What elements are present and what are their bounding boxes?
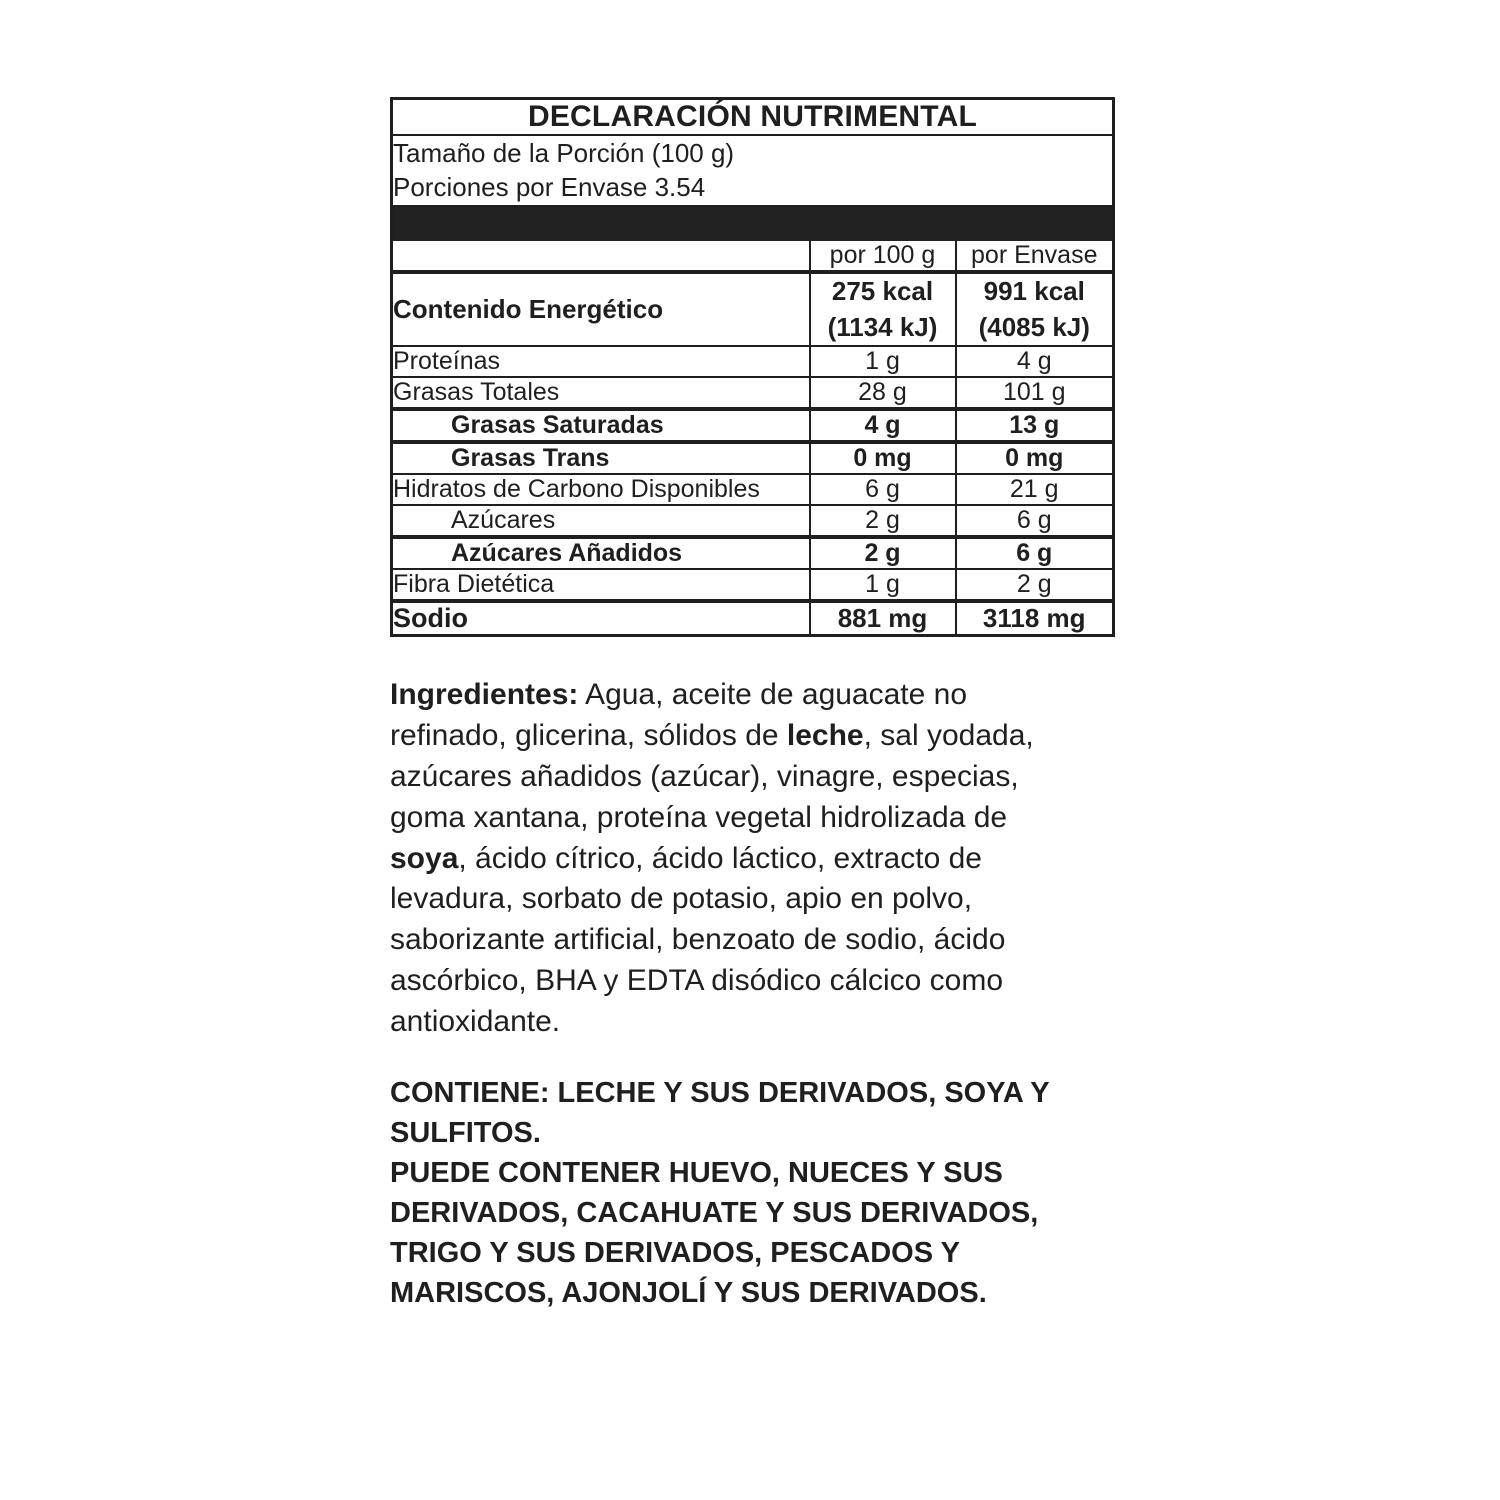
nutrient-label: Proteínas [392,346,810,377]
serving-size: Tamaño de la Porción (100 g) [393,138,735,168]
nutrition-label [390,97,1112,1313]
nutrient-value-per-container: 101 g [956,377,1114,409]
energy-label: Contenido Energético [392,272,810,347]
nutrient-value-per-container: 0 mg [956,442,1114,474]
sodium-value-per-container: 3118 mg [956,601,1114,636]
ingredients-text-part3: , ácido cítrico, ácido láctico, extracto de levadura, sorbato de potasio, apio en polvo, saborizante artificial, benzoato de sodio, ácido ascórbico, BHA y EDTA disódico cálcico como antioxidante. [390,841,1006,1038]
sodium-value-per-100g: 881 mg [810,601,956,636]
column-header-per-100g: por 100 g [810,241,956,272]
nutrient-value-per-container: 6 g [956,537,1114,569]
nutrient-label: Hidratos de Carbono Disponibles [392,474,810,505]
nutrient-label: Grasas Trans [392,442,810,474]
table-row [392,346,1114,377]
table-row [392,474,1114,505]
nutrient-label: Azúcares [392,505,810,537]
nutrient-value-per-100g: 1 g [810,346,956,377]
column-header-per-container: por Envase [956,241,1114,272]
nutrient-value-per-container: 21 g [956,474,1114,505]
nutrient-value-per-container: 13 g [956,409,1114,442]
serving-info [392,135,1114,206]
page-title: DECLARACIÓN NUTRIMENTAL [392,99,1114,136]
nutrient-value-per-100g: 6 g [810,474,956,505]
nutrient-label: Grasas Totales [392,377,810,409]
nutrient-value-per-container: 6 g [956,505,1114,537]
nutrient-label: Fibra Dietética [392,569,810,601]
ingredients-heading: Ingredientes: [390,678,579,712]
ingredients-paragraph [390,675,1090,1042]
nutrient-label: Grasas Saturadas [392,409,810,442]
allergen-contains-statement: CONTIENE: LECHE Y SUS DERIVADOS, SOYA Y SULFITOS. [390,1076,1050,1149]
nutrient-value-per-100g: 0 mg [810,442,956,474]
table-row [392,505,1114,537]
table-row [392,409,1114,442]
allergen-may-contain-statement: PUEDE CONTENER HUEVO, NUECES Y SUS DERIVADOS, CACAHUATE Y SUS DERIVADOS, TRIGO Y SUS DERIVADOS, PESCADOS Y MARISCOS, AJONJOLÍ Y SUS DERIVADOS. [390,1156,1039,1309]
nutrient-value-per-100g: 1 g [810,569,956,601]
table-row-energy [392,272,1114,347]
column-header-blank [392,241,810,272]
ingredients-text-part2: , sal yodada, azúcares añadidos (azúcar), vinagre, especias, goma xantana, proteína vegetal hidrolizada de [390,719,1034,834]
black-separator-bar [392,206,1114,241]
nutrient-value-per-100g: 4 g [810,409,956,442]
energy-kcal-per-container: 991 kcal [983,275,1085,306]
nutrient-value-per-100g: 28 g [810,377,956,409]
energy-kcal-per-100g: 275 kcal [831,275,934,306]
table-row [392,569,1114,601]
table-row [392,537,1114,569]
energy-kj-per-100g: (1134 kJ) [827,311,938,342]
serving-info-row [392,135,1114,206]
nutrient-value-per-container: 4 g [956,346,1114,377]
nutrient-label: Azúcares Añadidos [392,537,810,569]
nutrition-facts-table [390,97,1115,637]
nutrition-table-body [392,99,1114,636]
servings-per-container: Porciones por Envase 3.54 [393,172,706,203]
table-row [392,442,1114,474]
nutrient-value-per-100g: 2 g [810,537,956,569]
black-separator-row [392,206,1114,241]
column-header-row [392,241,1114,272]
nutrient-value-per-100g: 2 g [810,505,956,537]
energy-value-per-100g [810,272,956,347]
energy-kj-per-container: (4085 kJ) [978,311,1090,342]
ingredients-text-part1: Agua, aceite de aguacate no refinado, glicerina, sólidos de [390,678,968,753]
allergen-leche: leche [786,719,864,753]
energy-value-per-container [956,272,1114,347]
title-row [392,99,1114,136]
nutrient-value-per-container: 2 g [956,569,1114,601]
allergen-soya: soya [390,841,459,875]
sodium-label: Sodio [392,601,810,636]
table-row-sodium [392,601,1114,636]
table-row [392,377,1114,409]
